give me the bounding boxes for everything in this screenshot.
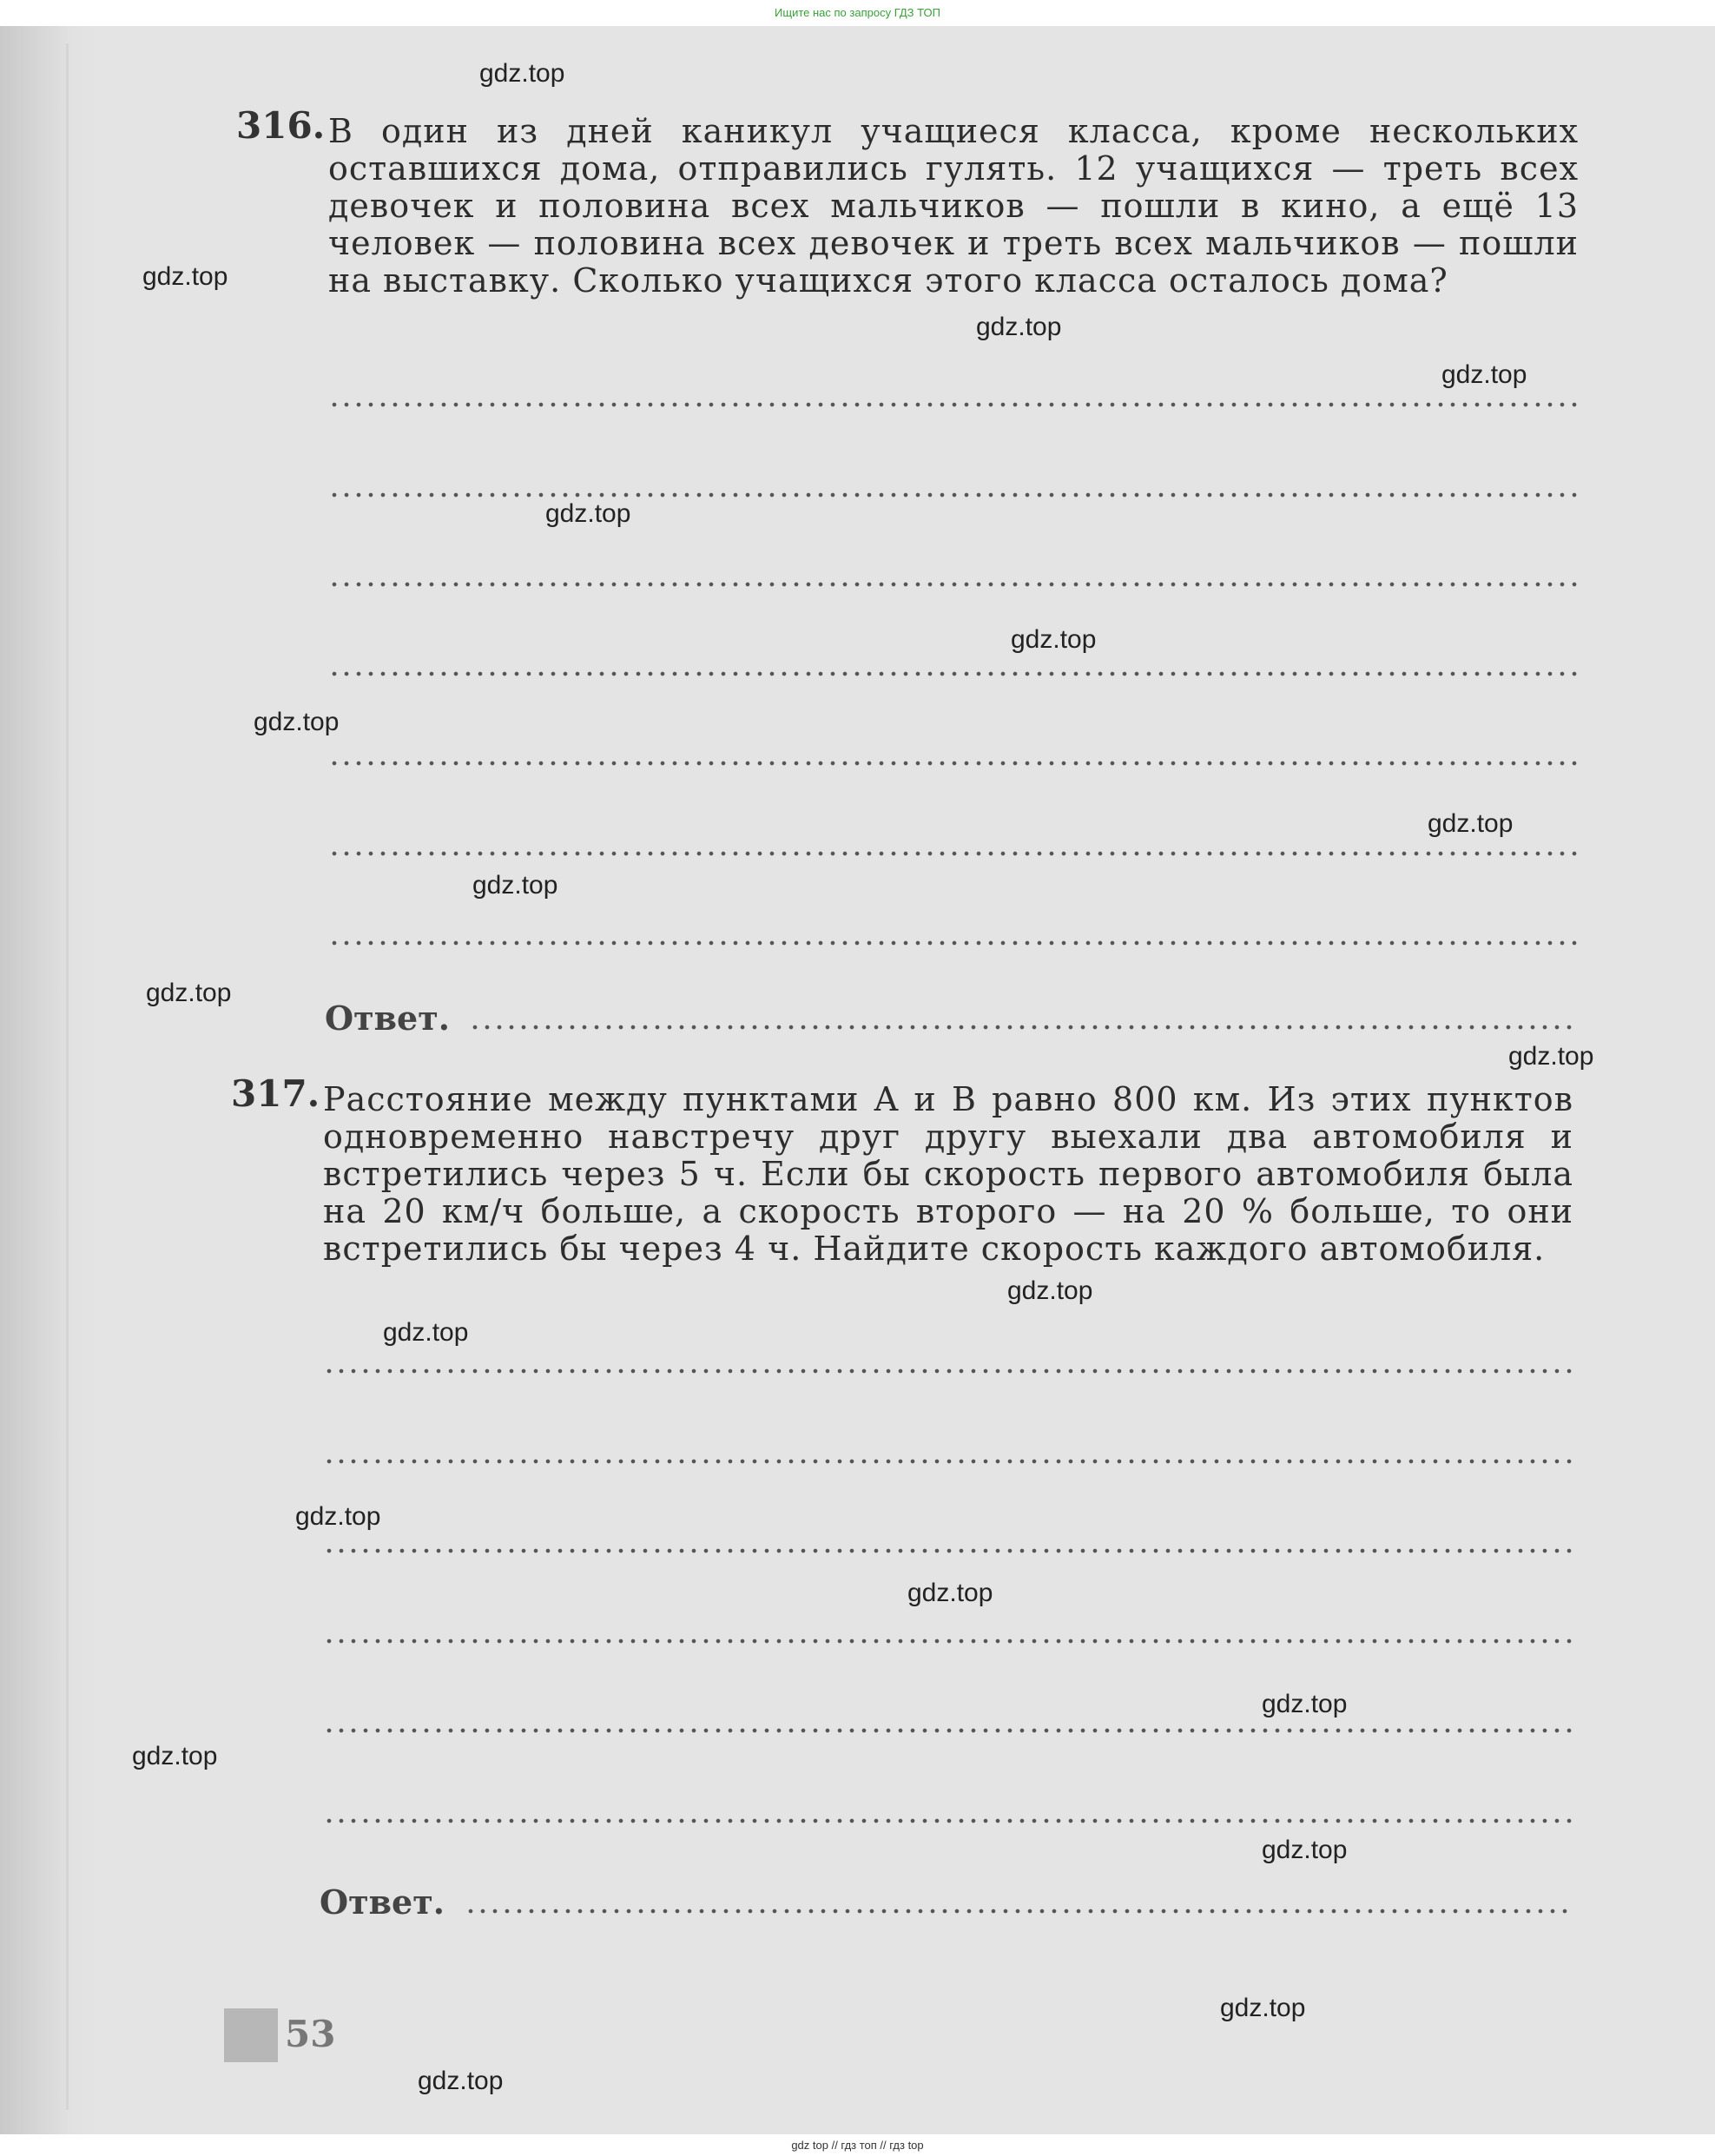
answer-line[interactable] xyxy=(323,1368,1573,1374)
watermark: gdz.top xyxy=(1220,1994,1306,2022)
answer-line[interactable] xyxy=(323,1728,1573,1733)
answer-label: Ответ. xyxy=(325,999,451,1038)
watermark: gdz.top xyxy=(545,499,631,528)
answer-field[interactable] xyxy=(469,1025,1572,1030)
watermark: gdz.top xyxy=(479,59,565,88)
answer-line[interactable] xyxy=(328,940,1579,946)
bottom-banner: gdz top // гдз топ // гдз top xyxy=(0,2134,1715,2156)
watermark: gdz.top xyxy=(1011,625,1097,654)
answer-line[interactable] xyxy=(323,1638,1573,1644)
answer-line[interactable] xyxy=(328,671,1579,676)
spine-shadow xyxy=(0,26,104,2134)
answer-line[interactable] xyxy=(328,851,1579,856)
answer-line[interactable] xyxy=(323,1818,1573,1823)
watermark: gdz.top xyxy=(142,262,228,291)
watermark: gdz.top xyxy=(1007,1276,1093,1305)
watermark: gdz.top xyxy=(976,313,1062,341)
spine-line xyxy=(66,43,69,2110)
top-banner: Ищите нас по запросу ГДЗ ТОП xyxy=(0,0,1715,26)
problem-number: 316. xyxy=(236,104,326,147)
answer-line[interactable] xyxy=(323,1459,1573,1464)
watermark: gdz.top xyxy=(1262,1690,1348,1718)
answer-line[interactable] xyxy=(328,402,1579,407)
watermark: gdz.top xyxy=(132,1742,218,1770)
problem-text: Расстояние между пунктами A и B равно 800 км. Из этих пунктов одновременно навстречу друг другу выехали два автомобиля и встретились через 5 ч. Если бы скорость первого автомобиля была на 20 км/ч больше, а скорость второго — на 20 % больше, то они встретились бы через 4 ч. Найдите скорость каждого автомобиля. xyxy=(323,1080,1573,1268)
watermark: gdz.top xyxy=(146,979,232,1007)
watermark: gdz.top xyxy=(418,2067,504,2095)
answer-line[interactable] xyxy=(328,761,1579,766)
answer-line[interactable] xyxy=(328,582,1579,587)
watermark: gdz.top xyxy=(907,1579,993,1607)
answer-line[interactable] xyxy=(328,492,1579,498)
watermark: gdz.top xyxy=(383,1318,469,1347)
answer-label: Ответ. xyxy=(320,1882,445,1922)
watermark: gdz.top xyxy=(472,871,558,900)
answer-line[interactable] xyxy=(323,1548,1573,1553)
watermark: gdz.top xyxy=(1262,1836,1348,1864)
watermark: gdz.top xyxy=(1508,1042,1594,1071)
problem-text: В один из дней каникул учащиеся класса, кроме нескольких оставшихся дома, отправились гулять. 12 учащихся — треть всех девочек и половина всех мальчиков — пошли в кино, а ещё 13 человек — половина всех девочек и треть всех мальчиков — пошли на выставку. Сколько учащихся этого класса осталось дома? xyxy=(328,112,1579,300)
watermark: gdz.top xyxy=(1428,809,1514,838)
page-number: 53 xyxy=(285,2013,336,2055)
watermark: gdz.top xyxy=(295,1502,381,1531)
page-number-marker xyxy=(224,2008,278,2062)
answer-field[interactable] xyxy=(465,1909,1567,1914)
workbook-page xyxy=(0,26,1715,2134)
problem-number: 317. xyxy=(231,1072,320,1115)
watermark: gdz.top xyxy=(1441,360,1527,389)
watermark: gdz.top xyxy=(254,708,340,736)
